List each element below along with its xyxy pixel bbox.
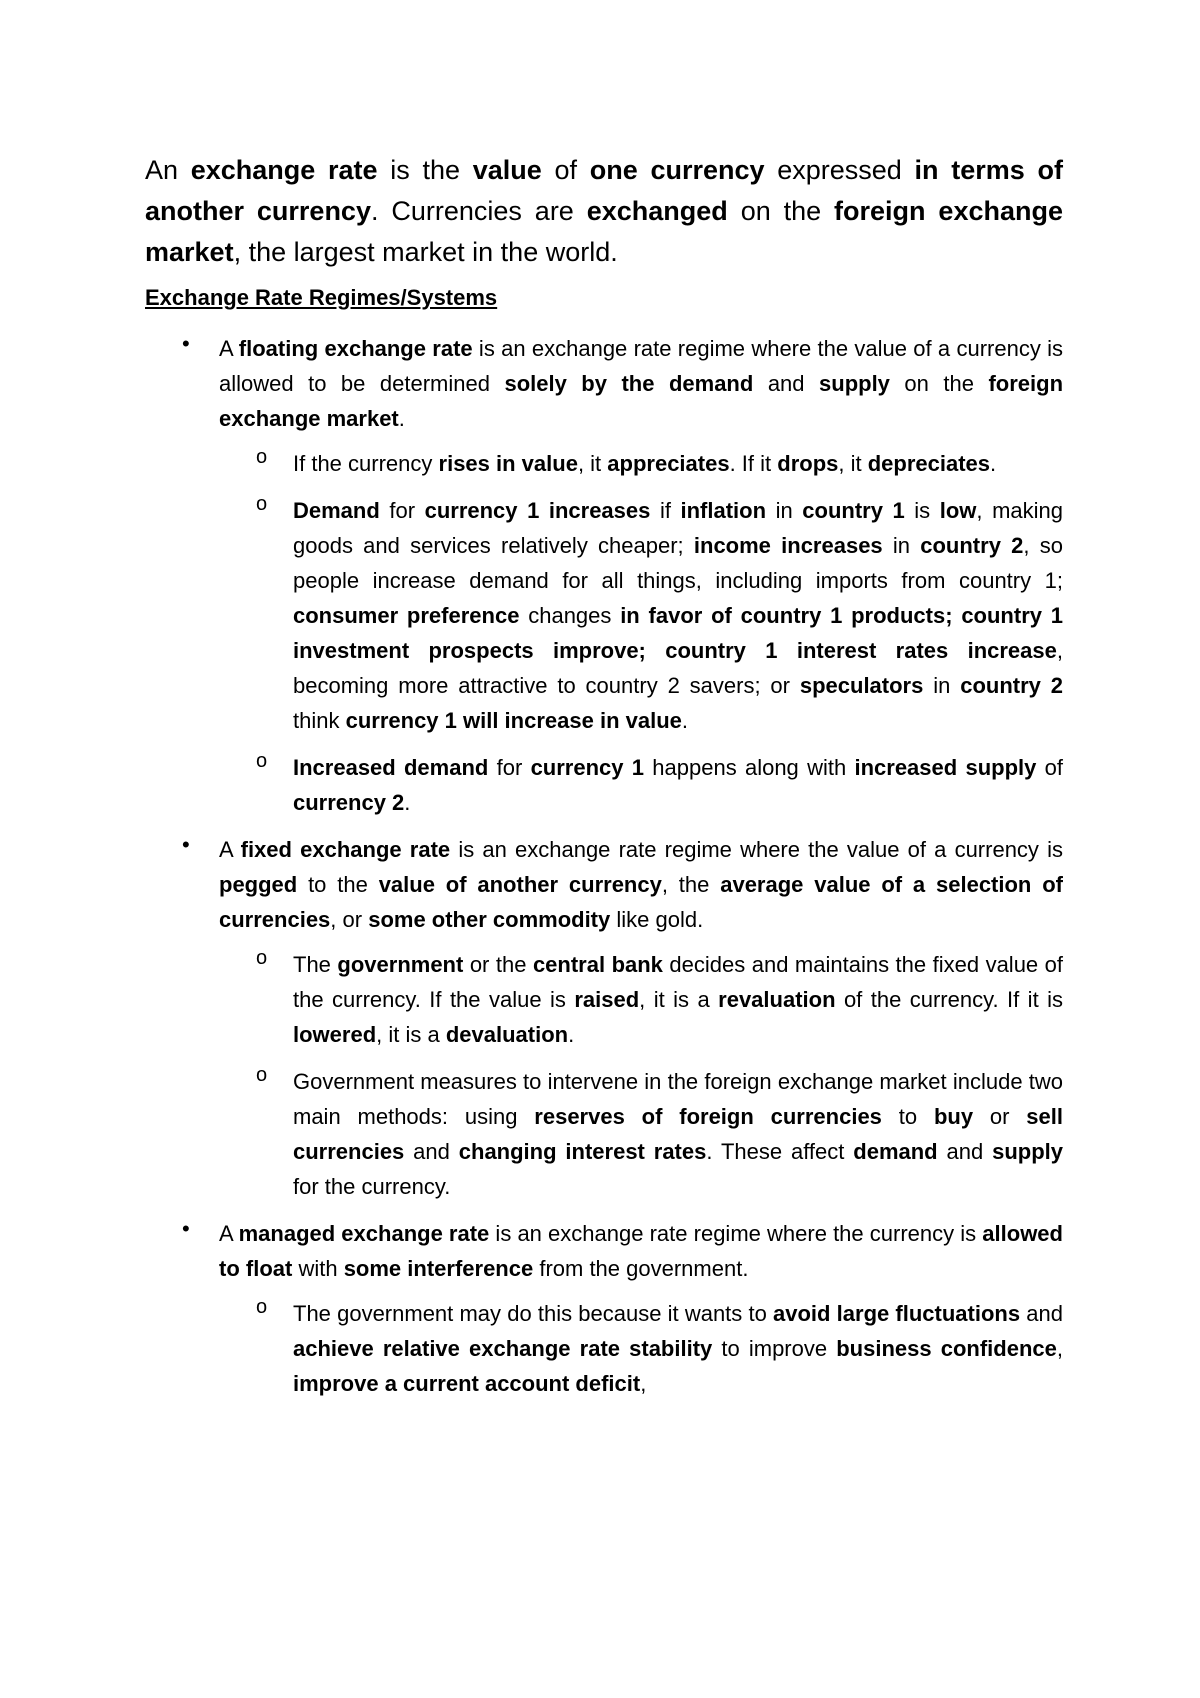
bold-text-run: avoid large fluctuations — [773, 1301, 1021, 1326]
text-run: , it — [838, 451, 868, 476]
list-item-text — [219, 1216, 1063, 1286]
text-run: expressed — [764, 155, 915, 185]
bold-text-run: country 2 — [920, 533, 1024, 558]
regime-list — [145, 331, 1063, 1401]
bold-text-run: speculators — [799, 673, 924, 698]
circle-bullet-icon: o — [256, 493, 268, 515]
bold-text-run: rises in value — [438, 451, 578, 476]
text-run: . — [681, 708, 689, 733]
bold-text-run: foreign exchange market — [219, 371, 1064, 431]
text-run: of — [541, 155, 590, 185]
bold-text-run: one currency — [589, 155, 765, 185]
text-run: like gold. — [610, 907, 704, 932]
list-item-managed — [145, 1216, 1063, 1401]
text-run: . — [398, 406, 405, 431]
text-run: of — [1036, 755, 1063, 780]
text-run: is an exchange rate regime where the value of a currency is allowed to be determined — [219, 336, 1064, 396]
bold-text-run: devaluation — [445, 1022, 569, 1047]
bold-text-run: demand — [853, 1139, 938, 1164]
sub-list-item — [219, 1296, 1063, 1401]
bold-text-run: solely by the demand — [504, 371, 754, 396]
text-run: to improve — [712, 1336, 837, 1361]
bold-text-run: central bank — [532, 952, 663, 977]
text-run: or the — [463, 952, 533, 977]
text-run: in — [766, 498, 803, 523]
bold-text-run: allowed to float — [219, 1221, 1063, 1281]
text-run: is the — [377, 155, 473, 185]
bold-text-run: government — [337, 952, 464, 977]
text-run: Government measures to intervene in the foreign exchange market include two main methods: using — [293, 1069, 1063, 1129]
text-run: with — [292, 1256, 344, 1281]
bold-text-run: currency 1 increases — [424, 498, 651, 523]
bold-text-run: value of another currency — [378, 872, 662, 897]
text-run: . — [568, 1022, 575, 1047]
text-run: , — [640, 1371, 647, 1396]
sub-item-text — [293, 493, 1063, 738]
text-run: . — [404, 790, 411, 815]
bold-text-run: business confidence — [836, 1336, 1057, 1361]
bold-text-run: floating exchange rate — [238, 336, 473, 361]
sub-list-item — [219, 446, 1063, 481]
text-run: , — [1056, 1336, 1063, 1361]
bold-text-run: pegged — [219, 872, 298, 897]
text-run: , or — [330, 907, 369, 932]
text-run: . Currencies are — [370, 196, 587, 226]
text-run: and — [937, 1139, 993, 1164]
text-run: If the currency — [293, 451, 439, 476]
sub-list-item — [219, 947, 1063, 1052]
text-run: in — [923, 673, 961, 698]
bold-text-run: currency 2 — [293, 790, 405, 815]
bullet-icon: • — [182, 1216, 190, 1241]
text-run: , so people increase demand for all things, including imports from country 1; — [293, 533, 1063, 593]
circle-bullet-icon: o — [256, 1064, 268, 1086]
text-run: A — [219, 336, 239, 361]
bold-text-run: fixed exchange rate — [240, 837, 451, 862]
bullet-icon: • — [182, 331, 190, 356]
text-run: to — [881, 1104, 934, 1129]
list-item-floating — [145, 331, 1063, 820]
text-run: think — [293, 708, 346, 733]
text-run: in — [882, 533, 921, 558]
bold-text-run: some other commodity — [368, 907, 611, 932]
list-item-text — [219, 832, 1063, 937]
text-run: A — [219, 1221, 239, 1246]
text-run: of the currency. If it is — [835, 987, 1064, 1012]
bold-text-run: currency 1 will increase in value — [345, 708, 682, 733]
sub-list — [219, 446, 1063, 820]
bold-text-run: exchanged — [586, 196, 728, 226]
text-run: The — [293, 952, 338, 977]
text-run: , becoming more attractive to country 2 savers; or — [293, 638, 1063, 698]
bullet-icon: • — [182, 832, 190, 857]
section-heading: Exchange Rate Regimes/Systems — [145, 285, 498, 310]
bold-text-run: revaluation — [718, 987, 836, 1012]
text-run: , making goods and services relatively cheaper; — [293, 498, 1064, 558]
text-run: for — [488, 755, 531, 780]
bold-text-run: supply — [992, 1139, 1063, 1164]
intro-paragraph — [145, 150, 1063, 273]
text-run: or — [973, 1104, 1027, 1129]
text-run: The government may do this because it wants to — [293, 1301, 774, 1326]
bold-text-run: country 1 — [802, 498, 905, 523]
bold-text-run: inflation — [680, 498, 767, 523]
text-run: decides and maintains the fixed value of the currency. If the value is — [293, 952, 1064, 1012]
bold-text-run: lowered — [293, 1022, 377, 1047]
bold-text-run: income increases — [693, 533, 883, 558]
bold-text-run: consumer preference — [293, 603, 520, 628]
bold-text-run: Increased demand — [293, 755, 489, 780]
bold-text-run: value — [472, 155, 542, 185]
text-run: on the — [889, 371, 989, 396]
text-run: , the — [661, 872, 721, 897]
bold-text-run: achieve relative exchange rate stability — [293, 1336, 713, 1361]
text-run: for the currency. — [293, 1174, 451, 1199]
text-run: and — [1020, 1301, 1063, 1326]
bold-text-run: depreciates — [867, 451, 991, 476]
sub-item-text — [293, 446, 1063, 481]
circle-bullet-icon: o — [256, 947, 268, 969]
bold-text-run: currency 1 — [530, 755, 645, 780]
text-run: from the government. — [533, 1256, 749, 1281]
circle-bullet-icon: o — [256, 750, 268, 772]
bold-text-run: in terms of another currency — [145, 155, 1063, 226]
sub-list-item — [219, 493, 1063, 738]
text-run: . If it — [729, 451, 778, 476]
text-run: to the — [297, 872, 379, 897]
text-run: is an exchange rate regime where the currency is — [489, 1221, 983, 1246]
bold-text-run: buy — [933, 1104, 974, 1129]
text-run: for — [379, 498, 425, 523]
bold-text-run: managed exchange rate — [238, 1221, 490, 1246]
text-run: . — [990, 451, 997, 476]
bold-text-run: exchange rate — [190, 155, 378, 185]
text-run: is — [904, 498, 940, 523]
text-run: . These affect — [706, 1139, 854, 1164]
bold-text-run: increased supply — [854, 755, 1037, 780]
bold-text-run: low — [939, 498, 977, 523]
text-run: and — [753, 371, 820, 396]
text-run: and — [404, 1139, 459, 1164]
bold-text-run: improve a current account deficit — [293, 1371, 641, 1396]
text-run: , it is a — [639, 987, 719, 1012]
text-run: , it is a — [376, 1022, 446, 1047]
bold-text-run: raised — [574, 987, 640, 1012]
bold-text-run: sell currencies — [293, 1104, 1063, 1164]
text-run: if — [650, 498, 681, 523]
sub-list-item — [219, 750, 1063, 820]
sub-item-text — [293, 1296, 1063, 1401]
list-item-text — [219, 331, 1063, 436]
bold-text-run: reserves of foreign currencies — [534, 1104, 882, 1129]
sub-list — [219, 1296, 1063, 1401]
bold-text-run: changing interest rates — [458, 1139, 707, 1164]
sub-item-text — [293, 1064, 1063, 1204]
sub-list — [219, 947, 1063, 1204]
text-run: on the — [727, 196, 835, 226]
circle-bullet-icon: o — [256, 446, 268, 468]
sub-item-text — [293, 750, 1063, 820]
bold-text-run: supply — [819, 371, 890, 396]
bold-text-run: Demand — [293, 498, 380, 523]
text-run: An — [145, 155, 191, 185]
text-run: A — [219, 837, 241, 862]
bold-text-run: in favor of country 1 products; country 1 investment prospects improve; country 1 interest rates increase — [293, 603, 1064, 663]
bold-text-run: appreciates — [607, 451, 730, 476]
bold-text-run: foreign exchange market — [145, 196, 1063, 267]
text-run: , the largest market in the world. — [233, 237, 618, 267]
bold-text-run: drops — [777, 451, 839, 476]
text-run: , it — [577, 451, 608, 476]
text-run: is an exchange rate regime where the value of a currency is — [450, 837, 1063, 862]
bold-text-run: some interference — [343, 1256, 534, 1281]
bold-text-run: average value of a selection of currencies — [219, 872, 1063, 932]
sub-list-item — [219, 1064, 1063, 1204]
text-run: happens along with — [644, 755, 855, 780]
text-run: changes — [519, 603, 621, 628]
list-item-fixed — [145, 832, 1063, 1204]
circle-bullet-icon: o — [256, 1296, 268, 1318]
sub-item-text — [293, 947, 1063, 1052]
bold-text-run: country 2 — [960, 673, 1063, 698]
